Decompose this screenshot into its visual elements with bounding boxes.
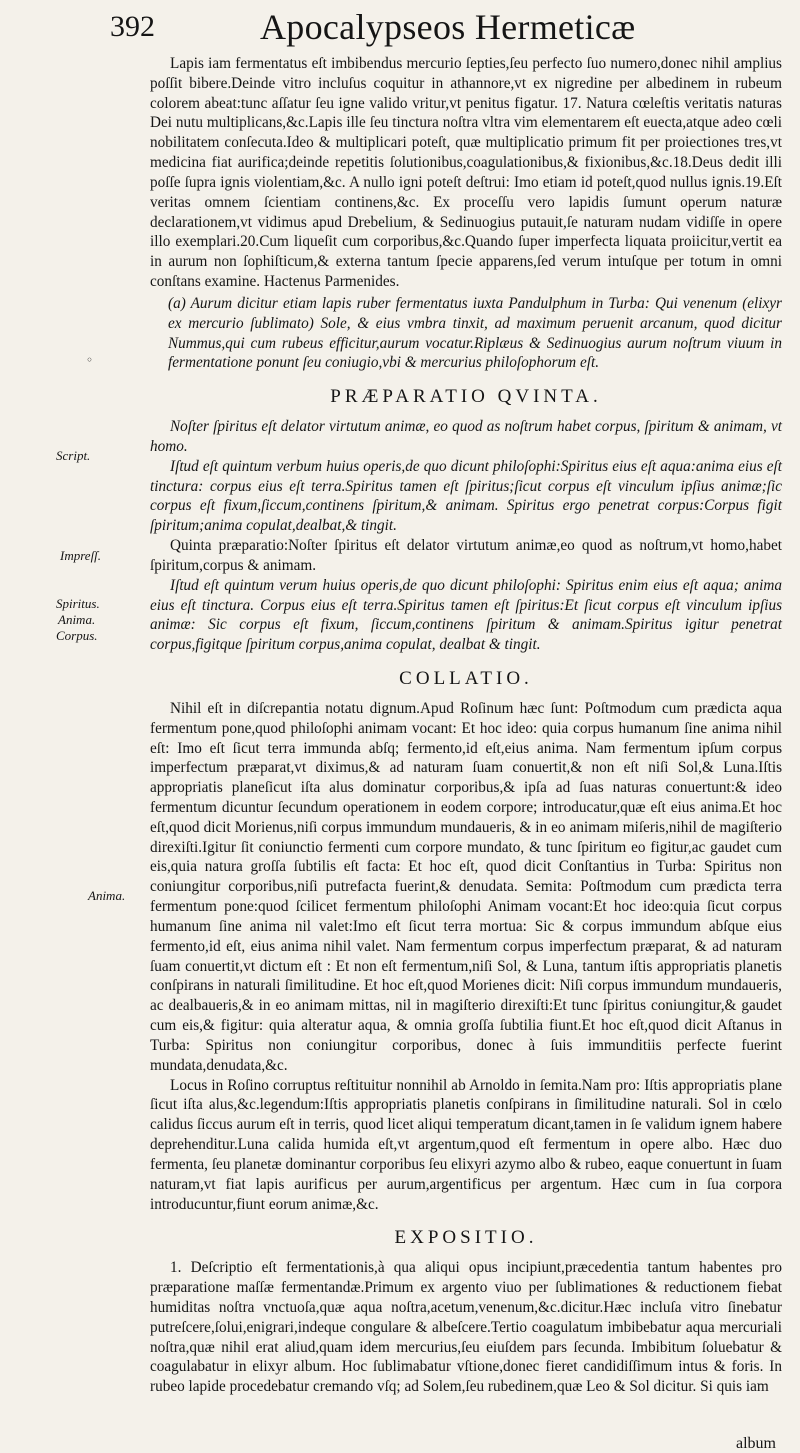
margin-note-corpus: Corpus.	[56, 628, 98, 643]
catchword: album	[736, 1435, 776, 1452]
margin-note-spiritus: Spiritus.	[56, 596, 100, 611]
page-number: 392	[110, 10, 155, 43]
margin-note-script: Script.	[56, 448, 91, 463]
paragraph: Iſtud eſt quintum verbum huius operis,de quo dicunt philoſophi:Spiritus eius eſt aqua:anima eius eſt tinctura: corpus eius eſt terra.Spiritus tamen eſt ſpiritus;ſicut corpus eſt vinculum ipſius animæ;ſic corpus eſt fixum,ſiccum,continens ſpiritum,& animam. Spiritus ergo penetrat corpus:Corpus figit ſpiritum;anima copulat,dealbat,& tingit.	[150, 457, 782, 535]
running-title: Apocalypseos Hermeticæ	[260, 7, 636, 47]
margin-note-impress: Impreſſ.	[60, 548, 102, 563]
section-heading-praeparatio: PRÆPARATIO QVINTA.	[330, 386, 602, 408]
margin-note-anima-2: Anima.	[88, 888, 126, 903]
main-text	[150, 54, 782, 1397]
section-heading-collatio: COLLATIO.	[399, 668, 533, 690]
section-heading-expositio: EXPOSITIO.	[394, 1227, 538, 1249]
running-header	[110, 4, 780, 54]
paragraph: Noſter ſpiritus eſt delator virtutum animæ, eo quod as noſtrum habet corpus, ſpiritum & animam, vt homo.	[150, 418, 782, 455]
paragraph: 1. Deſcriptio eſt fermentationis,à qua aliqui opus incipiunt,præcedentia tantum habentes pro præparatione maſſæ fermentandæ.Primum ex argento viuo per ſublimationes & reductionem fiebat humiditas noſtra vnctuoſa,quæ aqua noſtra,acetum,venenum,&c.dicitur.Hæc incluſa vitro ſinebatur putreſcere,ſolui,enigrari,indeque congulare & albeſcere.Tertio coagulatum imbibebatur aqua mercuriali noſtra,quæ nihil erat aliud,quam idem mercurius,ſeu eiuſdem pars ſecunda. Imbibitum ſoluebatur & coagulabatur in elixyr album. Hoc ſublimabatur vſtione,donec fieret candidiſſimum intus & foris. In rubeo lapide procedebatur cremando vſq; ad Solem,ſeu rubedinem,quæ Leo & Sol dicitur. Si quis iam	[150, 1259, 782, 1396]
footnote-a: (a) Aurum dicitur etiam lapis ruber fermentatus iuxta Pandulphum in Turba: Qui venenum (elixyr ex mercurio ſublimato) Sole, & eius vmbra tinxit, ad maximum peruenit arcanum, quod dicitur Nummus,qui cum rubeus efficitur,aurum vocatur.Riplæus & Sedinuogius aurum noſtrum viuum in fermentatione ponunt ſeu coniugio,vbi & mercurius philoſophorum eſt.	[168, 294, 782, 372]
paragraph: Lapis iam fermentatus eſt imbibendus mercurio ſepties,ſeu perfecto ſuo numero,donec nihil amplius poſſit bibere.Deinde vitro incluſus coquitur in athannore,vt ex nigredine per albedinem in rubeum colorem abeat:tunc aſſatur ſeu igne valido vritur,vt penitus figatur. 17. Natura cœleſtis veritatis naturas Dei nutu multiplicans,&c.Lapis ille ſeu tinctura noſtra vltra vim elementarem eſt euecta,atque adeo cœli nobilitatem conſecuta.Ideo & multiplicari poteſt, quæ multiplicatio primum fit per proiectiones tres,vt medicina fiat aurifica;deinde repetitis ſolutionibus,coagulationibus,& fixionibus,&c.18.Deus dedit illi poſſe ſupra ignis violentiam,&c. A nullo igni poteſt deſtrui: Imo etiam id poteſt,quod nullus ignis.19.Eſt veritas omnem ſcientiam continens,&c. Ex proceſſu vero lapidis ſumunt operum naturæ declarationem,vt vidimus apud Drebelium, & Sedinuogius putauit,ſe naturam nudam vidiſſe in opere illo exemplari.20.Cum liqueſit cum corporibus,&c.Quando ſuper imperfecta liquata proiicitur,vertit ea in aurum non ſophiſticum,& externa tantum ſpecie apparens,ſed verum intuſque per totum in omni conſtans examine. Hactenus Parmenides.	[150, 55, 782, 291]
paragraph: Iſtud eſt quintum verum huius operis,de quo dicunt philoſophi: Spiritus enim eius eſt aqua; anima eius eſt tinctura. Corpus eius eſt terra.Spiritus tamen eſt ſpiritus:Et ſicut corpus eſt vinculum ipſius animæ: Sic corpus eſt fixum, ſiccum,continens ſpiritum & animam.Spiritus igitur penetrat corpus,figitque ſpiritum corpus,anima copulat, dealbat & tingit.	[150, 576, 782, 654]
paragraph: Locus in Roſino corruptus reſtituitur nonnihil ab Arnoldo in ſemita.Nam pro: Iſtis appropriatis plane ſicut iſta alus,&c.legendum:Iſtis appropriatis planetis conſpirans in ſimilitudine naturali. Sol in cœlo calidus ſiccus aurum eſt in terris, quod licet aliqui temperatum dicant,tamen in ſe validum ignem habere deprehenditur.Luna calida humida eſt,vt argentum,quod eſt fermentum in opere albo. Hæc duo fermenta, ſeu planetæ dominantur corporibus ſeu elixyri azymo albo & rubeo, eaque conuertunt in ſuam naturam,vt fiat lapis aurificus per aurum,argentificus per argentum. Hæc cum in ſua corpora introducuntur,fiunt eorum animæ,&c.	[150, 1076, 782, 1213]
paragraph: Nihil eſt in diſcrepantia notatu dignum.Apud Roſinum hæc ſunt: Poſtmodum cum prædicta aqua fermentum pone,quod philoſophi animam vocant: Et hoc ideo: quia corpus humanum ſine anima nihil eſt: Imo eſt ſicut terra immunda abſq; fermento,id eſt,eius anima. Nam fermentum ipſum corpus imperfectum præparat,vt diximus,& ad naturam ſuam conuertit,& non eſt niſi Sol,& Luna.Iſtis appropriatis planeſicut iſta alus dominatur corporibus,& ipſa ad ſuas naturas conuertunt:& ideo fermentum dicuntur ſecundum operationem in eodem corpore; introducatur,quæ eſt eius anima.Et hoc eſt,quod dicit Morienus,niſi corpus immundum mundaueris, & in eo animam miſeris,nihil de magiſterio direxiſti.Igitur ſit coniunctio fermenti cum corpore mundato, & tunc ſpiritum eo figitur,ac gaudet cum eis,quia natura groſſa ſubtilis eſt facta: Et hoc eſt, quod dicit Conſtantius in Turba: Spiritus non coniungitur corporibus,niſi putrefacta fuerint,& denudata. Semita: Poſtmodum cum prædicta terra fermentum pone:quod ſcilicet fermentum philoſophi Animam vocant:Et hoc ideo:quia ſicut corpus humanum ſine anima nil valet:Imo eſt ſicut terra mortua: Sic & corpus immundum abſque eius fermento,id eſt, eius anima nihil valet. Nam fermentum corpus imperfectum præparat, & ad naturam ſuam conuertit,vt dictum eſt : Et non eſt fermentum,niſi Sol, & Luna, tantum iſtis appropriatis planetis conſpirans in naturali ſimilitudine. Et hoc eſt,quod Morienes dicit: Niſi corpus immundum mundaueris, ac dealbaueris,& in eo animam mittas, nil in magiſterio direxiſti:Et tunc ſpiritus coniungitur,& gaudet cum eis,& figitur: quia alteratur aqua, & omnia groſſa ſubtilia fiunt.Et hoc eſt,quod dicit Aſtanus in Turba: Spiritus non coniungitur corporibus, donec à ſuis immunditiis perfecte fuerint mundata,denudata,&c.	[150, 699, 782, 1074]
paragraph: Quinta præparatio:Noſter ſpiritus eſt delator virtutum animæ,eo quod as noſtrum,vt homo,habet ſpiritum,corpus & animam.	[150, 537, 782, 574]
margin-mark: ◦	[86, 353, 94, 367]
margin-note-anima: Anima.	[58, 612, 96, 627]
